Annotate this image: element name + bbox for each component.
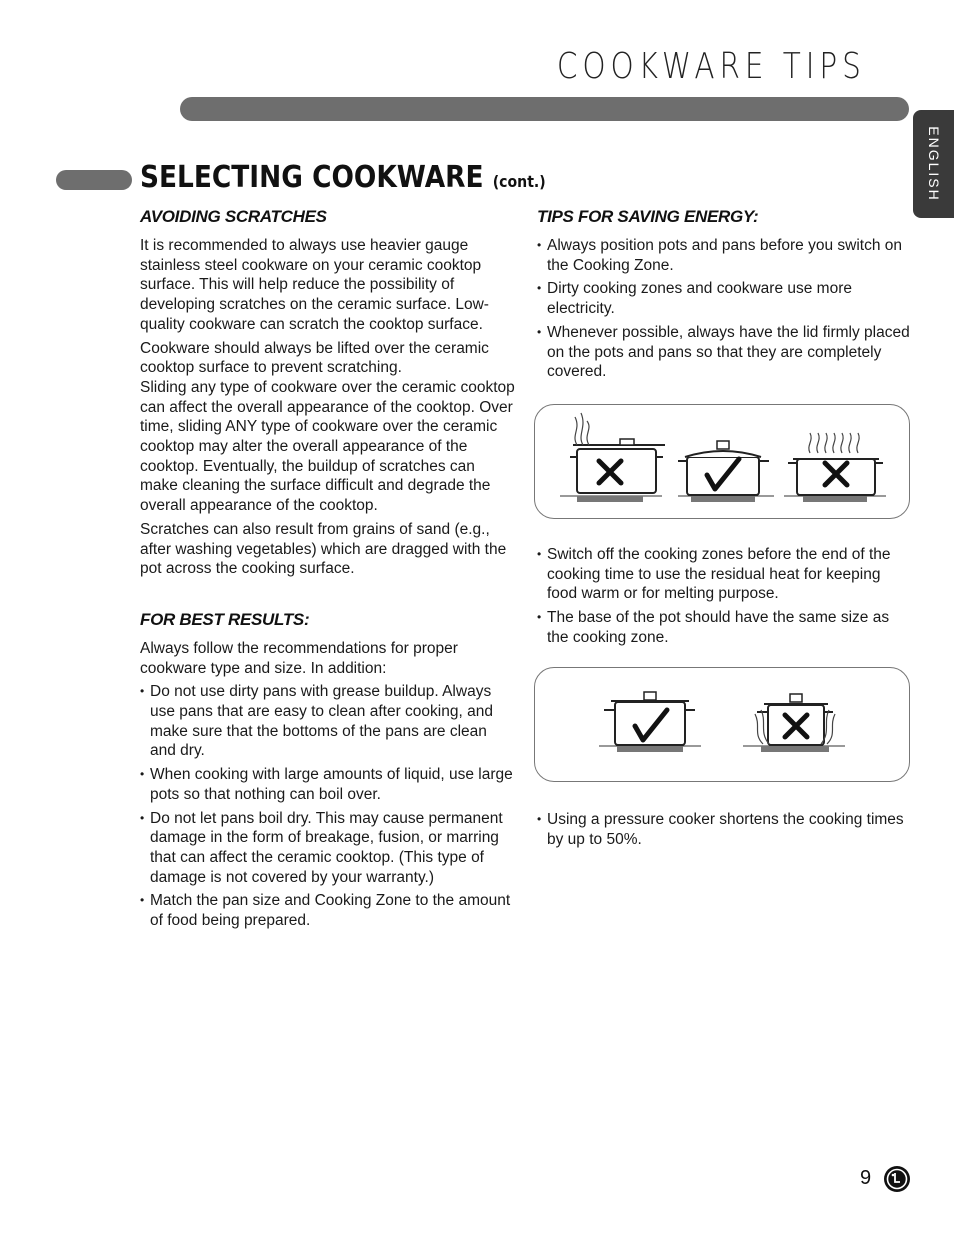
energy-list-b [537, 545, 912, 648]
lid-ajar-pot [784, 433, 886, 502]
covered-pot [678, 441, 774, 502]
scratches-paragraph: Scratches can also result from grains of sand (e.g., after washing vegetables) which are dragged with the pot across the cooking surface. [140, 520, 507, 578]
header-bar [180, 97, 909, 121]
list-item: • When cooking with large amounts of liquid, use large pots so that nothing can boil over. [140, 765, 515, 804]
list-item: • Do not use dirty pans with grease buildup. Always use pans that are easy to clean after cooking, and make sure that the bottoms of the pans are clean and dry. [140, 682, 515, 761]
list-item: • Switch off the cooking zones before the end of the cooking time to use the residual heat for keeping food warm or for melting purpose. [537, 545, 912, 604]
steam-icon [809, 433, 859, 453]
matching-pot [599, 692, 701, 752]
section-title [140, 160, 546, 195]
best-results-list [140, 682, 515, 930]
uncovered-pot [560, 413, 665, 502]
page-number: 9 [860, 1167, 872, 1189]
list-item: • Always position pots and pans before you switch on the Cooking Zone. [537, 236, 912, 275]
right-column [537, 207, 912, 386]
scratches-paragraph: Cookware should always be lifted over the ceramic cooktop surface to prevent scratching. [140, 339, 489, 377]
list-item: • Using a pressure cooker shortens the cooking times by up to 50%. [537, 810, 912, 849]
pot-size-illustration [534, 667, 910, 782]
language-tab-label: ENGLISH [925, 126, 942, 202]
list-item: • Do not let pans boil dry. This may cause permanent damage in the form of breakage, fusion, or marring that can affect the ceramic cooktop. (This type of damage is not covered by your warranty.) [140, 809, 515, 888]
best-results-heading: FOR BEST RESULTS: [140, 609, 310, 629]
list-item: • The base of the pot should have the same size as the cooking zone. [537, 608, 912, 647]
avoiding-scratches-heading: AVOIDING SCRATCHES [140, 207, 327, 226]
list-item: • Dirty cooking zones and cookware use more electricity. [537, 279, 912, 318]
energy-list-a [537, 236, 912, 382]
lid-illustration [534, 404, 910, 519]
left-column [140, 207, 515, 935]
energy-list-c-wrap [537, 810, 912, 853]
list-item: • Whenever possible, always have the lid firmly placed on the pots and pans so that they are completely covered. [537, 323, 912, 382]
section-title-suffix: (cont.) [492, 172, 546, 191]
section-pill [56, 170, 132, 190]
steam-icon [575, 413, 589, 445]
energy-list-b-wrap [537, 545, 912, 652]
page-header-title: COOKWARE TIPS [557, 46, 866, 87]
energy-heading: TIPS FOR SAVING ENERGY: [537, 207, 759, 226]
language-tab [913, 110, 954, 218]
energy-list-c [537, 810, 912, 849]
scratches-paragraph: It is recommended to always use heavier gauge stainless steel cookware on your ceramic cooktop surface. This will help reduce the possibility of developing scratches on the ceramic surface. Low-quality cookware can scratch the cooktop surface. [140, 237, 489, 333]
section-title-text: SELECTING COOKWARE [140, 160, 484, 195]
lg-logo-icon [884, 1166, 910, 1192]
list-item: • Match the pan size and Cooking Zone to the amount of food being prepared. [140, 891, 515, 930]
scratches-paragraph: Sliding any type of cookware over the ceramic cooktop can affect the overall appearance of the cooktop. Over time, sliding ANY type of cookware over the ceramic cooktop may alter the overall appearance of the cooktop. Eventually, the buildup of scratches can make cleaning the surface difficult and degrade the overall appearance of the cooktop. [140, 378, 515, 515]
small-pot [743, 694, 845, 752]
best-results-intro: Always follow the recommendations for proper cookware type and size. In addition: [140, 639, 458, 677]
